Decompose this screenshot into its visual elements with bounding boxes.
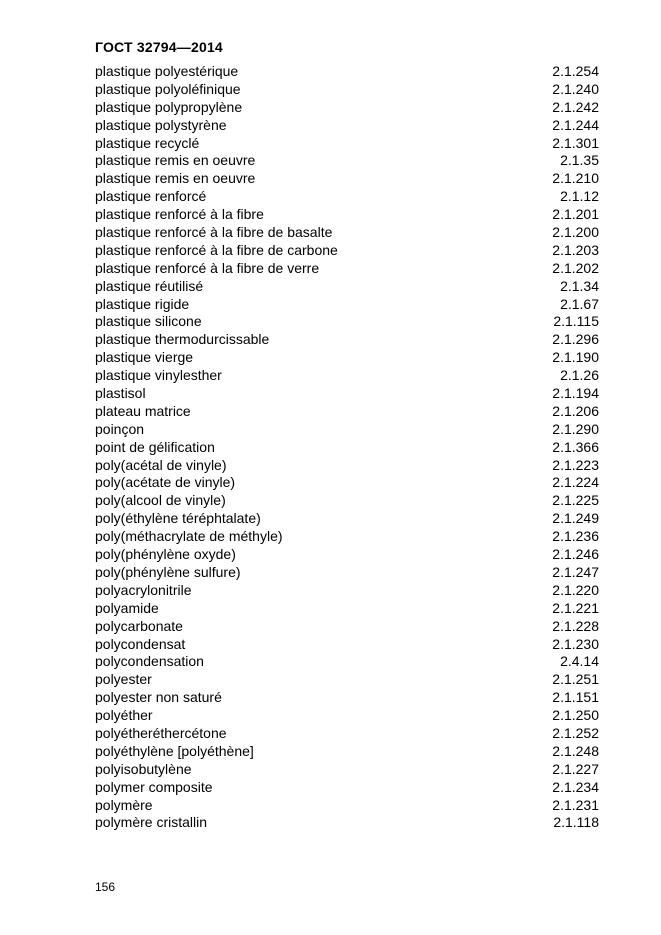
index-entry [95, 242, 599, 260]
index-reference: 2.1.206 [552, 402, 599, 419]
index-entry [95, 636, 599, 654]
index-entry [95, 492, 599, 510]
index-entry [95, 331, 599, 349]
index-reference: 2.1.242 [552, 98, 599, 115]
index-reference: 2.1.151 [552, 689, 599, 706]
index-term: polymer composite [95, 778, 213, 795]
index-entry [95, 224, 599, 242]
index-term: plastique réutilisé [95, 277, 204, 294]
index-term: plastique remis en oeuvre [95, 152, 256, 169]
index-reference: 2.1.252 [552, 724, 599, 741]
index-entry [95, 296, 599, 314]
index-term: plastique thermodurcissable [95, 331, 270, 348]
index-reference: 2.1.247 [552, 563, 599, 580]
index-term: poly(alcool de vinyle) [95, 492, 226, 509]
index-reference: 2.1.67 [560, 295, 599, 312]
index-reference: 2.1.194 [552, 385, 599, 402]
index-term: plastique recyclé [95, 134, 200, 151]
index-term: polyétheréthercétone [95, 724, 227, 741]
index-term: polymère cristallin [95, 814, 208, 831]
index-term: polyéther [95, 707, 153, 724]
index-entry [95, 510, 599, 528]
index-reference: 2.1.225 [552, 492, 599, 509]
index-reference: 2.1.227 [552, 760, 599, 777]
index-reference: 2.4.14 [560, 653, 599, 670]
index-term: plastique renforcé à la fibre de carbone [95, 241, 338, 258]
index-entry [95, 618, 599, 636]
index-term: plastique polystyrène [95, 116, 227, 133]
index-entry [95, 313, 599, 331]
index-term: polyester non saturé [95, 689, 222, 706]
index-entry [95, 188, 599, 206]
index-reference: 2.1.200 [552, 224, 599, 241]
index-term: plastique renforcé à la fibre [95, 206, 264, 223]
index-term: plastique silicone [95, 313, 202, 330]
index-entry [95, 81, 599, 99]
index-reference: 2.1.228 [552, 617, 599, 634]
index-entry [95, 457, 599, 475]
index-reference: 2.1.251 [552, 671, 599, 688]
index-term: poly(phénylène sulfure) [95, 563, 241, 580]
document-header: ГОСТ 32794—2014 [95, 39, 223, 55]
index-term: plastique rigide [95, 295, 190, 312]
index-entry [95, 278, 599, 296]
index-reference: 2.1.296 [552, 331, 599, 348]
index-term: plastique remis en oeuvre [95, 170, 256, 187]
index-term: polyamide [95, 599, 159, 616]
index-term: plateau matrice [95, 402, 191, 419]
index-term: plastique polypropylène [95, 98, 243, 115]
index-entry [95, 403, 599, 421]
index-term: point de gélification [95, 438, 215, 455]
index-reference: 2.1.34 [560, 277, 599, 294]
index-term: plastique renforcé à la fibre de verre [95, 259, 320, 276]
index-term: poly(phénylène oxyde) [95, 546, 236, 563]
index-reference: 2.1.203 [552, 241, 599, 258]
index-reference: 2.1.234 [552, 778, 599, 795]
index-reference: 2.1.248 [552, 742, 599, 759]
index-reference: 2.1.250 [552, 707, 599, 724]
index-term: polyisobutylène [95, 760, 192, 777]
index-reference: 2.1.244 [552, 116, 599, 133]
index-reference: 2.1.35 [560, 152, 599, 169]
index-reference: 2.1.201 [552, 206, 599, 223]
index-reference: 2.1.118 [553, 814, 599, 831]
index-term: polycondensation [95, 653, 204, 670]
index-term: poly(méthacrylate de méthyle) [95, 528, 283, 545]
index-entry [95, 528, 599, 546]
index-entry [95, 814, 599, 832]
index-entry [95, 582, 599, 600]
index-term: poly(acétate de vinyle) [95, 474, 236, 491]
index-entry [95, 725, 599, 743]
index-reference: 2.1.221 [552, 599, 599, 616]
index-term: poly(éthylène téréphtalate) [95, 510, 261, 527]
index-term: polycondensat [95, 635, 186, 652]
index-term: polycarbonate [95, 617, 183, 634]
index-entry [95, 546, 599, 564]
index-entry [95, 797, 599, 815]
index-entry [95, 761, 599, 779]
index-reference: 2.1.290 [552, 420, 599, 437]
index-entry [95, 600, 599, 618]
index-entry [95, 63, 599, 81]
index-entry [95, 385, 599, 403]
index-entry [95, 653, 599, 671]
index-term: plastisol [95, 385, 146, 402]
index-reference: 2.1.231 [552, 796, 599, 813]
index-term: plastique renforcé [95, 188, 207, 205]
index-reference: 2.1.254 [552, 63, 599, 79]
index-term: polyester [95, 671, 152, 688]
index-entry [95, 349, 599, 367]
index-entry [95, 117, 599, 135]
index-reference: 2.1.366 [552, 438, 599, 455]
index-term: polyéthylène [polyéthène] [95, 742, 254, 759]
index-term: plastique vinylesther [95, 367, 222, 384]
index-reference: 2.1.246 [552, 546, 599, 563]
index-entry [95, 564, 599, 582]
index-term: plastique renforcé à la fibre de basalte [95, 224, 333, 241]
index-entry [95, 135, 599, 153]
index-reference: 2.1.223 [552, 456, 599, 473]
index-reference: 2.1.202 [552, 259, 599, 276]
index-term: polyacrylonitrile [95, 581, 192, 598]
index-term: plastique vierge [95, 349, 194, 366]
index-entry [95, 707, 599, 725]
index-reference: 2.1.190 [552, 349, 599, 366]
index-reference: 2.1.240 [552, 80, 599, 97]
index-entry [95, 474, 599, 492]
index-term: plastique polyestérique [95, 63, 239, 79]
index-entry [95, 743, 599, 761]
index-reference: 2.1.115 [553, 313, 599, 330]
index-entry [95, 421, 599, 439]
index-reference: 2.1.224 [552, 474, 599, 491]
page-number: 156 [95, 880, 116, 894]
index-entry [95, 260, 599, 278]
index-reference: 2.1.26 [560, 367, 599, 384]
index-entry [95, 439, 599, 457]
index-reference: 2.1.12 [560, 188, 599, 205]
index-reference: 2.1.301 [552, 134, 599, 151]
index-reference: 2.1.210 [552, 170, 599, 187]
term-index-list [95, 63, 599, 832]
index-entry [95, 779, 599, 797]
index-entry [95, 152, 599, 170]
index-term: poinçon [95, 420, 145, 437]
index-term: plastique polyoléfinique [95, 80, 241, 97]
index-term: poly(acétal de vinyle) [95, 456, 227, 473]
index-reference: 2.1.220 [552, 581, 599, 598]
index-entry [95, 671, 599, 689]
index-entry [95, 367, 599, 385]
index-term: polymère [95, 796, 153, 813]
index-entry [95, 170, 599, 188]
index-reference: 2.1.249 [552, 510, 599, 527]
index-reference: 2.1.236 [552, 528, 599, 545]
index-entry [95, 99, 599, 117]
index-entry [95, 206, 599, 224]
index-entry [95, 689, 599, 707]
index-reference: 2.1.230 [552, 635, 599, 652]
